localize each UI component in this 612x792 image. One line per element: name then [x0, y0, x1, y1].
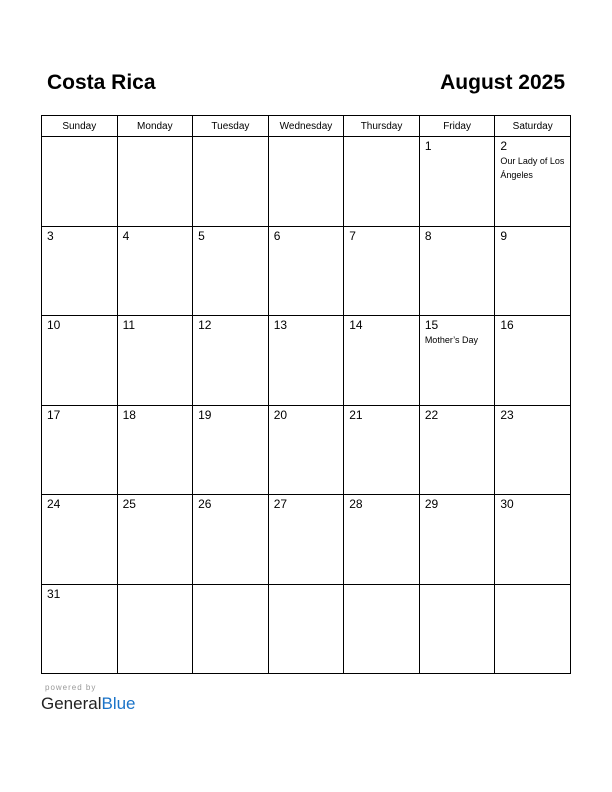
day-number: 28 — [349, 497, 363, 511]
calendar-day-cell — [419, 137, 495, 227]
calendar-week-row — [42, 137, 571, 227]
calendar-week-row — [42, 495, 571, 585]
day-number: 14 — [349, 318, 363, 332]
calendar-week-row — [42, 584, 571, 674]
calendar-day-cell — [117, 316, 193, 406]
calendar-day-cell — [344, 405, 420, 495]
calendar-day-cell — [344, 137, 420, 227]
weekday-saturday: Saturday — [495, 116, 571, 137]
calendar-day-cell — [193, 137, 269, 227]
day-number: 7 — [349, 228, 356, 243]
calendar-day-cell — [344, 226, 420, 316]
calendar-day-cell — [117, 495, 193, 585]
country-title: Costa Rica — [47, 71, 156, 94]
weekday-sunday: Sunday — [42, 116, 118, 137]
calendar-day-cell — [193, 316, 269, 406]
generalblue-logo[interactable] — [41, 694, 136, 714]
calendar-day-cell — [193, 226, 269, 316]
calendar-day-cell — [419, 495, 495, 585]
day-number: 18 — [122, 407, 136, 422]
weekday-monday: Monday — [117, 116, 193, 137]
calendar-grid — [41, 115, 571, 674]
day-number: 22 — [424, 407, 439, 422]
holiday-label: Mother’s Day — [424, 335, 478, 345]
holiday-label: Our Lady of Los Ángeles — [500, 156, 565, 180]
calendar-day-cell — [117, 584, 193, 674]
weekday-header-row — [42, 116, 571, 137]
brand-part-general: General — [41, 694, 102, 713]
day-number: 12 — [198, 318, 212, 332]
calendar-week-row — [42, 405, 571, 495]
calendar-day-cell — [42, 405, 118, 495]
calendar-day-cell — [42, 316, 118, 406]
day-number: 10 — [47, 318, 61, 332]
calendar-day-cell — [268, 405, 344, 495]
day-number: 9 — [500, 228, 508, 243]
day-number: 1 — [424, 139, 432, 153]
day-number: 27 — [273, 497, 288, 511]
day-number: 20 — [273, 407, 288, 422]
calendar-day-cell — [268, 495, 344, 585]
day-number: 26 — [198, 497, 212, 511]
calendar-day-cell — [42, 584, 118, 674]
calendar-day-cell — [117, 226, 193, 316]
calendar-day-cell — [42, 495, 118, 585]
calendar-day-cell — [344, 584, 420, 674]
day-number: 29 — [424, 497, 439, 511]
calendar-body — [42, 137, 571, 674]
calendar-day-cell — [495, 226, 571, 316]
day-number: 4 — [122, 228, 130, 243]
day-number: 3 — [47, 228, 54, 243]
day-number: 2 — [500, 139, 508, 153]
calendar-day-cell — [344, 316, 420, 406]
calendar-day-cell — [42, 137, 118, 227]
calendar-day-cell — [419, 226, 495, 316]
calendar-day-cell — [495, 405, 571, 495]
brand-part-blue: Blue — [101, 694, 136, 713]
weekday-friday: Friday — [419, 116, 495, 137]
calendar-day-cell — [495, 137, 571, 227]
calendar-day-cell — [193, 405, 269, 495]
calendar-day-cell — [495, 584, 571, 674]
day-number: 25 — [122, 497, 136, 511]
day-number: 24 — [47, 497, 61, 511]
weekday-thursday: Thursday — [344, 116, 420, 137]
calendar-day-cell — [268, 584, 344, 674]
day-number: 11 — [122, 318, 136, 332]
day-number: 19 — [198, 407, 212, 422]
weekday-tuesday: Tuesday — [193, 116, 269, 137]
day-number: 23 — [500, 407, 514, 422]
day-number: 31 — [47, 586, 61, 601]
calendar-day-cell — [495, 316, 571, 406]
day-number: 6 — [273, 228, 281, 243]
calendar-week-row — [42, 316, 571, 406]
day-number: 16 — [500, 318, 514, 332]
calendar-day-cell — [42, 226, 118, 316]
weekday-wednesday: Wednesday — [268, 116, 344, 137]
calendar-day-cell — [495, 495, 571, 585]
calendar-day-cell — [117, 137, 193, 227]
day-number: 8 — [424, 228, 432, 243]
day-number: 15 — [424, 318, 439, 332]
day-number: 30 — [500, 497, 514, 511]
month-year-title: August 2025 — [440, 71, 565, 94]
calendar-day-cell — [268, 137, 344, 227]
day-number: 13 — [273, 318, 288, 332]
calendar-day-cell — [193, 495, 269, 585]
calendar-day-cell — [268, 226, 344, 316]
calendar-week-row — [42, 226, 571, 316]
calendar-day-cell — [117, 405, 193, 495]
calendar-day-cell — [268, 316, 344, 406]
calendar-day-cell — [419, 405, 495, 495]
calendar-day-cell — [419, 316, 495, 406]
day-number: 5 — [198, 228, 205, 243]
powered-by-label: powered by — [45, 683, 97, 692]
day-number: 21 — [349, 407, 363, 422]
calendar-day-cell — [419, 584, 495, 674]
calendar-day-cell — [193, 584, 269, 674]
day-number: 17 — [47, 407, 61, 422]
calendar-day-cell — [344, 495, 420, 585]
